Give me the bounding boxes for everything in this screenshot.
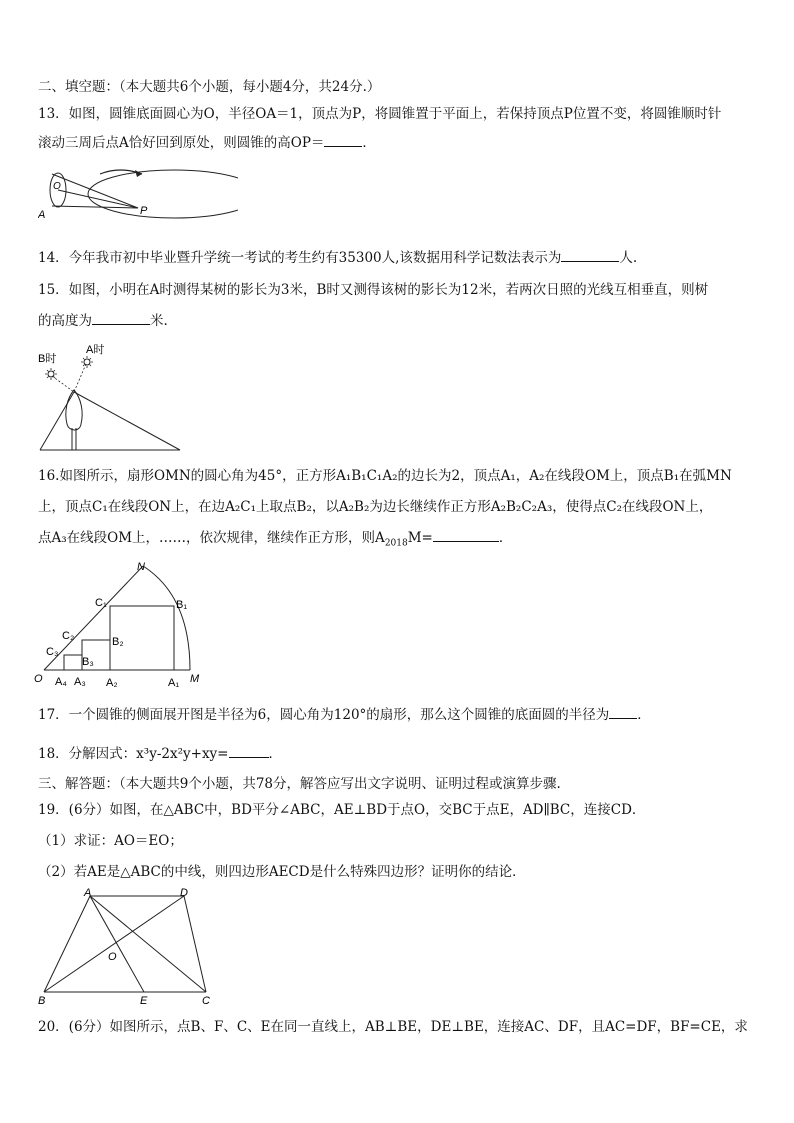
q13-answer-blank[interactable] bbox=[324, 134, 362, 147]
q14-end: 人. bbox=[619, 250, 638, 266]
q13-label-o: O bbox=[53, 181, 61, 192]
q16-label-b3: B₃ bbox=[82, 656, 94, 668]
q16-label-b2: B₂ bbox=[112, 636, 124, 648]
q13-label-a: A bbox=[38, 209, 46, 221]
q16-label-o: O bbox=[34, 673, 43, 685]
q19-label-d: D bbox=[180, 887, 188, 899]
q16-label-n: N bbox=[137, 561, 145, 573]
q17-end: ． bbox=[637, 707, 651, 723]
q16-sector-figure bbox=[32, 556, 210, 694]
q15-line-2 bbox=[38, 312, 168, 330]
q16-label-a2: A₂ bbox=[106, 677, 118, 689]
q16-line-3 bbox=[38, 529, 512, 547]
q19-label-o: O bbox=[108, 951, 117, 963]
q19-line-1: 19．(6分）如图，在△ABC中，BD平分∠ABC，AE⊥BD于点O，交BC于点E，AD∥BC，连接CD． bbox=[38, 802, 646, 818]
q19-trapezoid-figure bbox=[34, 886, 218, 1008]
sun-b-icon bbox=[45, 368, 57, 380]
q16-label-b1: B₁ bbox=[176, 599, 188, 611]
q16-label-c1: C₁ bbox=[95, 597, 107, 609]
q13-cone-figure bbox=[38, 162, 238, 224]
q15-text: 的高度为 bbox=[38, 313, 92, 329]
q16-label-c3: C₃ bbox=[46, 646, 59, 658]
q15-answer-blank[interactable] bbox=[92, 312, 150, 325]
q19-label-c: C bbox=[202, 995, 210, 1007]
q17-answer-blank[interactable] bbox=[609, 706, 637, 719]
q15-label-a-time: A时 bbox=[86, 344, 105, 356]
q14-line bbox=[38, 249, 637, 267]
q15-end: 米. bbox=[150, 313, 168, 329]
section-3-header: 三、解答题：（本大题共9个小题，共78分，解答应写出文字说明、证明过程或演算步骤. bbox=[38, 776, 561, 792]
q17-text: 17．一个圆锥的侧面展开图是半径为6，圆心角为120°的扇形，那么这个圆锥的底面圆的半径为 bbox=[38, 707, 610, 723]
q15-line-1: 15．如图，小明在A时测得某树的影长为3米，B时又测得该树的影长为12米，若两次日照的光线互相垂直，则树 bbox=[38, 282, 709, 298]
q16-label-a1: A₁ bbox=[168, 677, 180, 689]
q16-line-2: 上，顶点C₁在线段ON上，在边A₂C₁上取点B₂，以A₂B₂为边长继续作正方形A₂B₂C₂A₃，使得点C₂在线段ON上， bbox=[38, 499, 713, 515]
q13-text: 滚动三周后点A恰好回到原处，则圆锥的高OP＝ bbox=[38, 135, 325, 151]
q16-end: ． bbox=[498, 530, 513, 546]
q15-label-b-time: B时 bbox=[38, 353, 57, 365]
q19-part-1: （1）求证：AO＝EO； bbox=[38, 833, 183, 849]
q16-text-m: M= bbox=[407, 530, 433, 546]
q13-label-p: P bbox=[140, 205, 148, 217]
section-2-header: 二、填空题：（本大题共6个小题，每小题4分，共24分.） bbox=[38, 79, 381, 95]
q13-line-2 bbox=[38, 134, 376, 152]
sun-a-icon bbox=[81, 356, 93, 368]
q19-label-b: B bbox=[38, 995, 46, 1007]
q13-line-1: 13．如图，圆锥底面圆心为O，半径OA＝1，顶点为P，将圆锥置于平面上，若保持顶点P位置不变，将圆锥顺时针 bbox=[38, 106, 722, 122]
q18-text: 18．分解因式：x³y-2x²y+xy= bbox=[38, 746, 229, 762]
q16-subscript: 2018 bbox=[384, 538, 408, 549]
q16-line-1: 16.如图所示，扇形OMN的圆心角为45°，正方形A₁B₁C₁A₂的边长为2，顶点A₁，A₂在线段OM上，顶点B₁在弧MN bbox=[38, 468, 732, 484]
q15-tree-figure bbox=[34, 340, 186, 454]
q16-label-m: M bbox=[190, 673, 200, 685]
q18-answer-blank[interactable] bbox=[229, 745, 269, 758]
q16-label-c2: C₂ bbox=[62, 630, 75, 642]
q16-label-a4: A₄ bbox=[55, 676, 67, 688]
q16-label-a3: A₃ bbox=[74, 676, 86, 688]
q19-part-2: （2）若AE是△ABC的中线，则四边形AECD是什么特殊四边形？证明你的结论． bbox=[38, 864, 526, 880]
q13-end: ． bbox=[362, 135, 376, 151]
q14-answer-blank[interactable] bbox=[561, 249, 619, 262]
q16-answer-blank[interactable] bbox=[433, 529, 499, 542]
q16-text: 点A₃在线段OM上，……，依次规律，继续作正方形，则A bbox=[38, 530, 385, 546]
q18-end: ． bbox=[268, 746, 282, 762]
q17-line bbox=[38, 706, 651, 724]
q19-label-e: E bbox=[140, 995, 148, 1007]
q20-line-1: 20．(6分）如图所示，点B、F、C、E在同一直线上，AB⊥BE，DE⊥BE，连接AC、DF，且AC=DF，BF=CE，求 bbox=[38, 1019, 748, 1035]
q18-line bbox=[38, 745, 282, 763]
q19-label-a: A bbox=[84, 887, 92, 899]
q14-text: 14．今年我市初中毕业暨升学统一考试的考生约有35300人,该数据用科学记数法表示为 bbox=[38, 250, 562, 266]
